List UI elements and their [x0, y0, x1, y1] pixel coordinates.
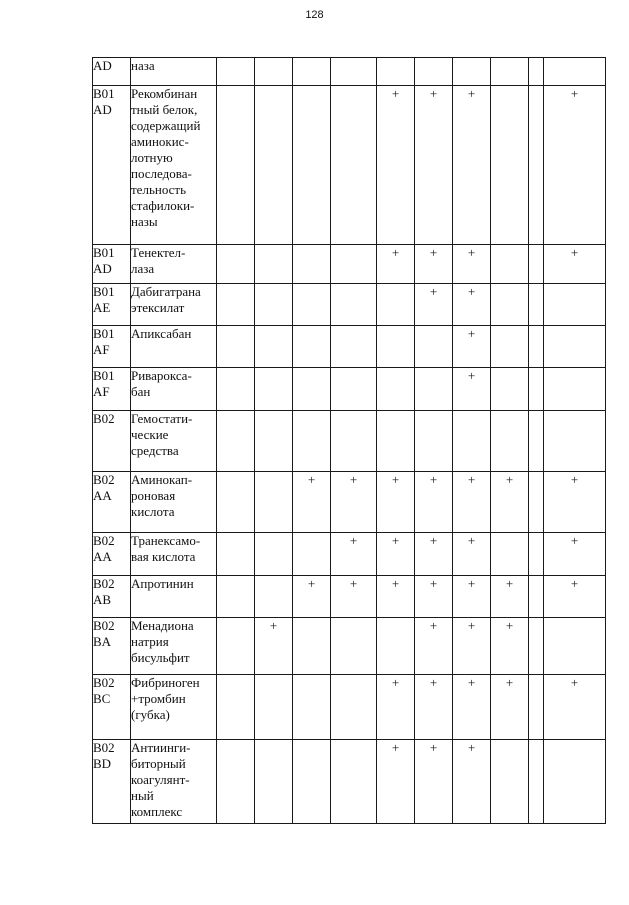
mark-cell: + — [544, 245, 606, 284]
mark-cell — [255, 86, 293, 245]
table-row — [93, 58, 606, 86]
mark-cell — [217, 86, 255, 245]
mark-cell — [377, 618, 415, 675]
mark-cell — [491, 58, 529, 86]
atc-code-cell — [93, 368, 131, 411]
mark-cell — [331, 58, 377, 86]
mark-cell — [331, 326, 377, 368]
drug-name-cell — [131, 533, 217, 576]
mark-cell — [491, 368, 529, 411]
drug-table — [92, 57, 606, 824]
mark-cell — [491, 411, 529, 472]
atc-code: B02 BD — [93, 740, 115, 771]
mark-cell — [217, 675, 255, 740]
mark-cell — [217, 472, 255, 533]
mark-cell: + — [377, 86, 415, 245]
mark-cell — [255, 740, 293, 824]
mark-cell: + — [415, 675, 453, 740]
mark-cell — [255, 284, 293, 326]
mark-cell: + — [377, 533, 415, 576]
mark-cell — [415, 411, 453, 472]
mark-cell — [415, 58, 453, 86]
mark-cell: + — [255, 618, 293, 675]
mark-cell — [529, 533, 544, 576]
drug-name: Ривароксa- бан — [131, 368, 192, 399]
mark-cell — [453, 58, 491, 86]
drug-name: Тенектел- лаза — [131, 245, 186, 276]
mark-cell: + — [415, 472, 453, 533]
drug-name: Дабигатрана этексилат — [131, 284, 201, 315]
table-row — [93, 86, 606, 245]
mark-cell: + — [453, 740, 491, 824]
mark-cell — [331, 618, 377, 675]
drug-name: Гемостати- ческие средства — [131, 411, 193, 458]
table-row — [93, 740, 606, 824]
mark-cell — [491, 245, 529, 284]
mark-cell: + — [453, 533, 491, 576]
mark-cell — [255, 472, 293, 533]
mark-cell: + — [377, 740, 415, 824]
mark-cell: + — [293, 576, 331, 618]
mark-cell: + — [415, 284, 453, 326]
mark-cell — [529, 326, 544, 368]
table-row — [93, 368, 606, 411]
drug-name: Транексамо- вая кислота — [131, 533, 201, 564]
drug-name-cell — [131, 740, 217, 824]
atc-code: B02 BC — [93, 675, 115, 706]
mark-cell — [529, 675, 544, 740]
mark-cell — [377, 368, 415, 411]
page-number: 128 — [305, 9, 324, 21]
mark-cell — [529, 86, 544, 245]
mark-cell — [529, 284, 544, 326]
mark-cell — [544, 740, 606, 824]
table-row — [93, 411, 606, 472]
mark-cell: + — [415, 245, 453, 284]
mark-cell: + — [331, 576, 377, 618]
mark-cell — [544, 618, 606, 675]
mark-cell — [544, 326, 606, 368]
table-row — [93, 618, 606, 675]
mark-cell — [293, 533, 331, 576]
mark-cell: + — [377, 245, 415, 284]
mark-cell: + — [453, 284, 491, 326]
mark-cell — [217, 533, 255, 576]
mark-cell: + — [415, 740, 453, 824]
drug-name: Апротинин — [131, 576, 194, 591]
mark-cell — [453, 411, 491, 472]
mark-cell: + — [331, 533, 377, 576]
table-row — [93, 245, 606, 284]
atc-code: B02 BA — [93, 618, 115, 649]
mark-cell — [217, 368, 255, 411]
table-row — [93, 675, 606, 740]
table-body — [93, 58, 606, 824]
atc-code-cell — [93, 618, 131, 675]
mark-cell — [377, 326, 415, 368]
mark-cell — [293, 284, 331, 326]
atc-code-cell — [93, 675, 131, 740]
table-row — [93, 284, 606, 326]
mark-cell — [293, 245, 331, 284]
mark-cell — [217, 618, 255, 675]
mark-cell — [255, 368, 293, 411]
mark-cell — [217, 326, 255, 368]
mark-cell — [544, 411, 606, 472]
mark-cell — [529, 58, 544, 86]
table-row — [93, 472, 606, 533]
drug-name-cell — [131, 472, 217, 533]
mark-cell — [331, 740, 377, 824]
mark-cell: + — [491, 576, 529, 618]
atc-code: B02 AA — [93, 472, 115, 503]
mark-cell — [377, 58, 415, 86]
mark-cell: + — [544, 533, 606, 576]
mark-cell — [217, 58, 255, 86]
mark-cell — [293, 368, 331, 411]
mark-cell — [217, 411, 255, 472]
mark-cell — [529, 576, 544, 618]
atc-code: B01 AD — [93, 245, 115, 276]
mark-cell: + — [415, 618, 453, 675]
atc-code: B02 AB — [93, 576, 115, 607]
drug-name: Антиинги- биторный коагулянт- ный комплекс — [131, 740, 191, 819]
mark-cell — [331, 86, 377, 245]
mark-cell: + — [453, 86, 491, 245]
mark-cell: + — [415, 533, 453, 576]
mark-cell — [255, 675, 293, 740]
atc-code: B02 AA — [93, 533, 115, 564]
mark-cell: + — [544, 86, 606, 245]
atc-code-cell — [93, 740, 131, 824]
drug-name-cell — [131, 86, 217, 245]
mark-cell — [377, 284, 415, 326]
mark-cell: + — [331, 472, 377, 533]
mark-cell — [491, 86, 529, 245]
atc-code: B01 AF — [93, 326, 115, 357]
mark-cell — [217, 284, 255, 326]
mark-cell: + — [377, 675, 415, 740]
table-row — [93, 576, 606, 618]
atc-code: B01 AF — [93, 368, 115, 399]
table-row — [93, 533, 606, 576]
atc-code: B01 AD — [93, 86, 115, 117]
mark-cell — [293, 675, 331, 740]
mark-cell: + — [491, 618, 529, 675]
mark-cell — [529, 368, 544, 411]
mark-cell — [331, 368, 377, 411]
atc-code: B02 — [93, 411, 115, 426]
atc-code-cell — [93, 86, 131, 245]
mark-cell — [255, 58, 293, 86]
mark-cell: + — [453, 675, 491, 740]
atc-code: B01 AE — [93, 284, 115, 315]
mark-cell — [293, 618, 331, 675]
mark-cell — [331, 284, 377, 326]
drug-name: наза — [131, 58, 155, 73]
drug-name-cell — [131, 411, 217, 472]
mark-cell — [331, 245, 377, 284]
mark-cell — [491, 326, 529, 368]
mark-cell — [491, 740, 529, 824]
mark-cell: + — [453, 618, 491, 675]
mark-cell — [255, 576, 293, 618]
mark-cell — [293, 58, 331, 86]
mark-cell: + — [453, 368, 491, 411]
mark-cell: + — [453, 576, 491, 618]
mark-cell — [544, 284, 606, 326]
drug-name-cell — [131, 284, 217, 326]
mark-cell — [377, 411, 415, 472]
drug-name-cell — [131, 368, 217, 411]
mark-cell: + — [415, 86, 453, 245]
drug-name: Менадиона натрия бисульфит — [131, 618, 194, 665]
mark-cell: + — [453, 326, 491, 368]
mark-cell: + — [544, 472, 606, 533]
mark-cell: + — [491, 675, 529, 740]
mark-cell — [529, 740, 544, 824]
mark-cell: + — [453, 472, 491, 533]
drug-name-cell — [131, 576, 217, 618]
mark-cell — [544, 368, 606, 411]
mark-cell: + — [491, 472, 529, 533]
drug-name-cell — [131, 326, 217, 368]
mark-cell — [491, 284, 529, 326]
table-row — [93, 326, 606, 368]
atc-code-cell — [93, 576, 131, 618]
mark-cell — [491, 533, 529, 576]
drug-name-cell — [131, 618, 217, 675]
mark-cell — [529, 411, 544, 472]
atc-code-cell — [93, 245, 131, 284]
mark-cell: + — [453, 245, 491, 284]
mark-cell — [293, 86, 331, 245]
mark-cell — [331, 411, 377, 472]
drug-name: Фибриноген +тромбин (губка) — [131, 675, 200, 722]
mark-cell — [293, 411, 331, 472]
mark-cell — [217, 740, 255, 824]
mark-cell — [415, 368, 453, 411]
mark-cell — [544, 58, 606, 86]
drug-name-cell — [131, 58, 217, 86]
mark-cell — [529, 245, 544, 284]
atc-code-cell — [93, 326, 131, 368]
mark-cell — [255, 245, 293, 284]
mark-cell — [293, 326, 331, 368]
mark-cell — [255, 533, 293, 576]
mark-cell: + — [377, 472, 415, 533]
atc-code-cell — [93, 284, 131, 326]
mark-cell: + — [377, 576, 415, 618]
mark-cell: + — [544, 576, 606, 618]
mark-cell — [529, 618, 544, 675]
mark-cell: + — [293, 472, 331, 533]
atc-code: AD — [93, 58, 112, 73]
mark-cell — [217, 245, 255, 284]
drug-name-cell — [131, 675, 217, 740]
mark-cell — [217, 576, 255, 618]
mark-cell — [293, 740, 331, 824]
mark-cell — [415, 326, 453, 368]
drug-name: Аминокап- роновая кислота — [131, 472, 193, 519]
mark-cell — [255, 326, 293, 368]
mark-cell: + — [415, 576, 453, 618]
atc-code-cell — [93, 472, 131, 533]
atc-code-cell — [93, 533, 131, 576]
atc-code-cell — [93, 411, 131, 472]
mark-cell — [255, 411, 293, 472]
drug-name-cell — [131, 245, 217, 284]
mark-cell: + — [544, 675, 606, 740]
drug-name: Апиксабан — [131, 326, 192, 341]
atc-code-cell — [93, 58, 131, 86]
drug-name: Рекомбинан тный белок, содержащий аминокис- лотную последова- тельность стафилоки- назы — [131, 86, 201, 229]
mark-cell — [529, 472, 544, 533]
mark-cell — [331, 675, 377, 740]
